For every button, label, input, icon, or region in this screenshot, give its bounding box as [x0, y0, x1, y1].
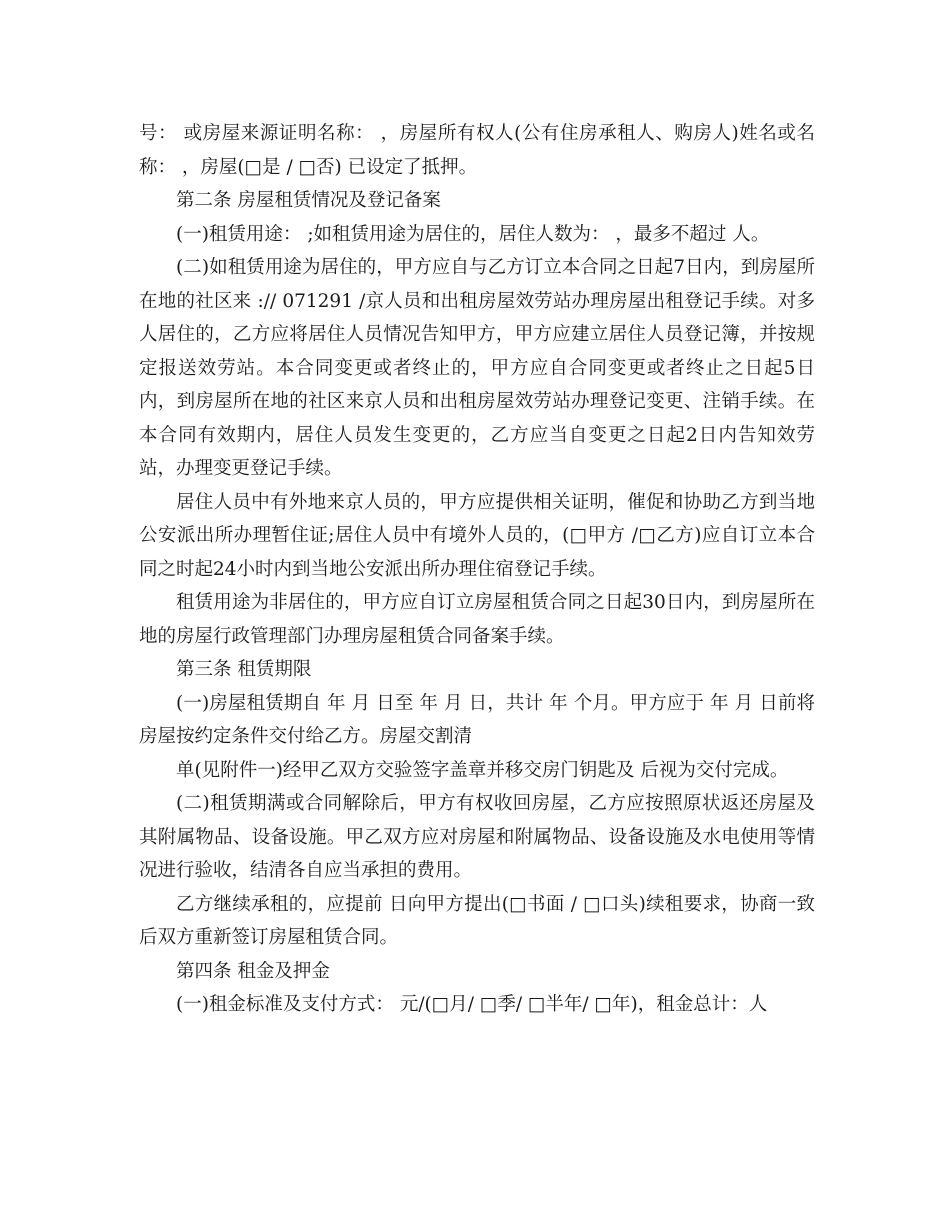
- paragraph-lease-term: (一)房屋租赁期自 年 月 日至 年 月 日，共计 年 个月。甲方应于 年 月 日前将房屋按约定条件交付给乙方。房屋交割清: [139, 692, 815, 747]
- paragraph-rent-standard: (一)租金标准及支付方式： 元/(□月/ □季/ □半年/ □年)，租金总计：人: [176, 994, 768, 1015]
- paragraph-residence-registration: (二)如租赁用途为居住的，甲方应自与乙方订立本合同之日起7日内，到房屋所在地的社区来 :// 071291 /京人员和出租房屋效劳站办理房屋出租登记手续。对多人居住的，乙方应将居住人员情况告知甲方，甲方应建立居住人员登记簿，并按规定报送效劳站。本合同变更或者终止的，甲方应自合同变更或者终止之日起5日内，到房屋所在地的社区来京人员和出租房屋效劳站办理登记变更、注销手续。在本合同有效期内，居住人员发生变更的，乙方应当自变更之日起2日内告知效劳站，办理变更登记手续。: [139, 257, 815, 479]
- paragraph-non-local-residents: 居住人员中有外地来京人员的，甲方应提供相关证明，催促和协助乙方到当地公安派出所办理暂住证;居住人员中有境外人员的，(□甲方 /□乙方)应自订立本合同之时起24小时内到当地公安派出所办理住宿登记手续。: [139, 491, 815, 580]
- paragraph-non-residential-filing: 租赁用途为非居住的，甲方应自订立房屋租赁合同之日起30日内，到房屋所在地的房屋行政管理部门办理房屋租赁合同备案手续。: [139, 592, 815, 647]
- paragraph-property-ownership: 号： 或房屋来源证明名称： ，房屋所有权人(公有住房承租人、购房人)姓名或名称： ，房屋(□是 / □否) 已设定了抵押。: [139, 123, 815, 178]
- heading-article-4: 第四条 租金及押金: [176, 960, 330, 982]
- document-body: [139, 117, 815, 1022]
- paragraph-lease-expiry: (二)租赁期满或合同解除后，甲方有权收回房屋，乙方应按照原状返还房屋及其附属物品、设备设施。甲乙双方应对房屋和附属物品、设备设施及水电使用等情况进行验收，结清各自应当承担的费用。: [139, 793, 815, 881]
- heading-article-3: 第三条 租赁期限: [176, 659, 312, 680]
- heading-article-2: 第二条 房屋租赁情况及登记备案: [176, 190, 441, 211]
- paragraph-handover-list: 单(见附件一)经甲乙双方交验签字盖章并移交房门钥匙及 后视为交付完成。: [176, 759, 789, 781]
- paragraph-lease-renewal: 乙方继续承租的，应提前 日向甲方提出(□书面 / □口头)续租要求，协商一致后双方重新签订房屋租赁合同。: [139, 893, 815, 948]
- paragraph-lease-purpose: (一)租赁用途： ;如租赁用途为居住的，居住人数为： ，最多不超过 人。: [176, 223, 770, 245]
